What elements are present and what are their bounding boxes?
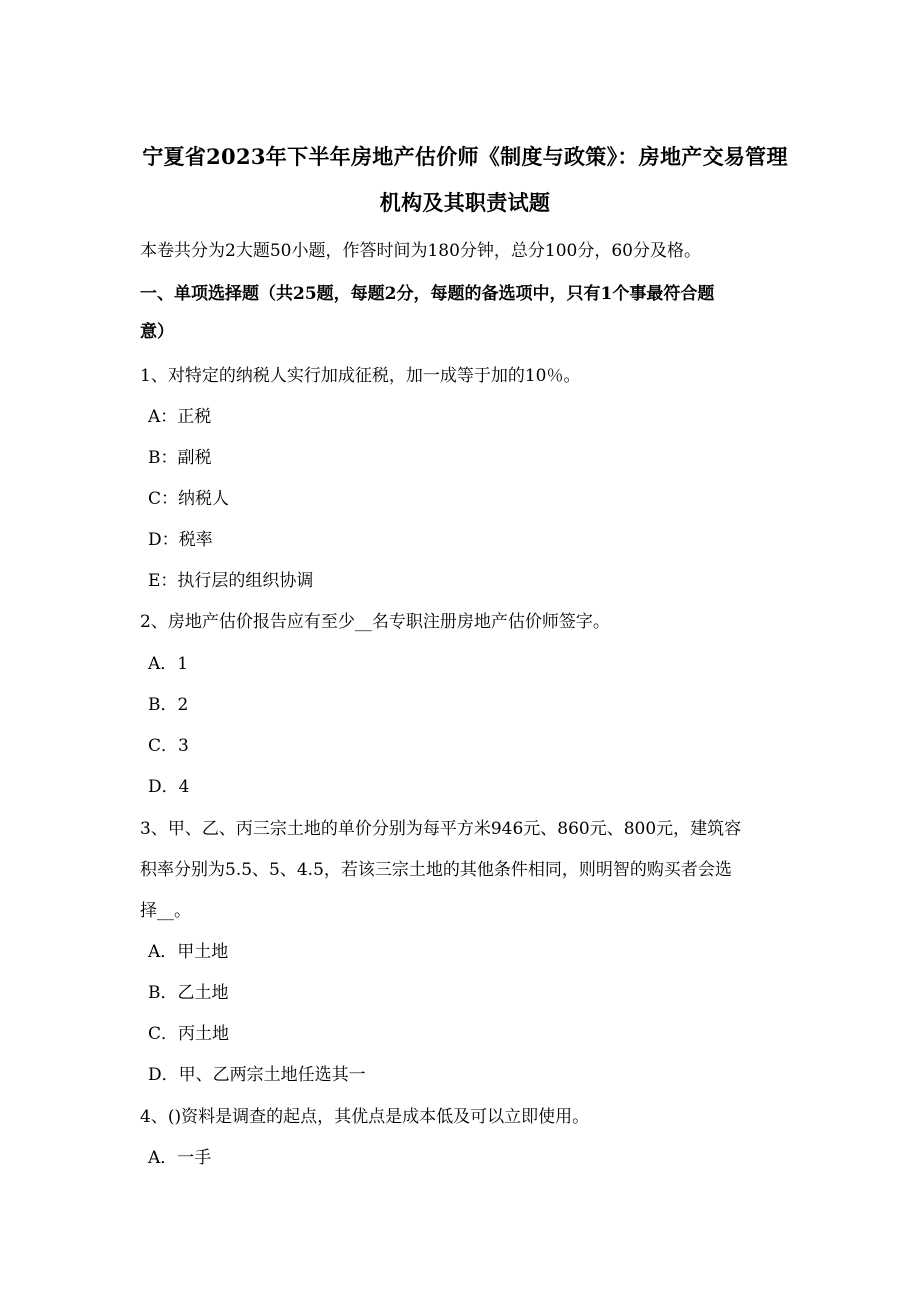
question-1-option-d: D：税率 xyxy=(148,530,213,550)
question-1-option-b: B：副税 xyxy=(148,448,212,468)
question-3-stem-line-3: 择__。 xyxy=(140,901,191,921)
question-3-stem-line-1: 3、甲、乙、丙三宗土地的单价分别为每平方米946元、860元、800元，建筑容 xyxy=(140,819,742,839)
question-4-stem: 4、()资料是调查的起点，其优点是成本低及可以立即使用。 xyxy=(140,1107,590,1127)
question-1-option-a: A：正税 xyxy=(148,407,212,427)
question-1-option-e: E：执行层的组织协调 xyxy=(148,571,314,591)
question-3-option-b: B．乙土地 xyxy=(148,983,229,1003)
question-3-option-c: C．丙土地 xyxy=(148,1024,230,1044)
question-2-option-d: D．4 xyxy=(148,777,190,797)
question-2-option-b: B．2 xyxy=(148,695,189,715)
section-heading-line-1: 一、单项选择题（共25题，每题2分，每题的备选项中，只有1个事最符合题 xyxy=(140,284,715,304)
section-heading-line-2: 意） xyxy=(140,322,174,342)
document-title-line-2: 机构及其职责试题 xyxy=(379,190,551,215)
question-3-option-d: D．甲、乙两宗土地任选其一 xyxy=(148,1065,366,1085)
question-3-option-a: A．甲土地 xyxy=(148,942,229,962)
exam-intro: 本卷共分为2大题50小题，作答时间为180分钟，总分100分，60分及格。 xyxy=(140,241,701,261)
question-1-option-c: C：纳税人 xyxy=(148,489,230,509)
document-title-line-1: 宁夏省2023年下半年房地产估价师《制度与政策》：房地产交易管理 xyxy=(142,144,788,169)
question-1-stem: 1、对特定的纳税人实行加成征税，加一成等于加的10％。 xyxy=(140,366,581,386)
question-2-option-c: C．3 xyxy=(148,736,189,756)
question-4-option-a: A．一手 xyxy=(148,1148,212,1168)
question-3-stem-line-2: 积率分别为5.5、5、4.5，若该三宗土地的其他条件相同，则明智的购买者会选 xyxy=(140,860,732,880)
question-2-option-a: A．1 xyxy=(148,654,189,674)
question-2-stem: 2、房地产估价报告应有至少__名专职注册房地产估价师签字。 xyxy=(140,612,610,632)
